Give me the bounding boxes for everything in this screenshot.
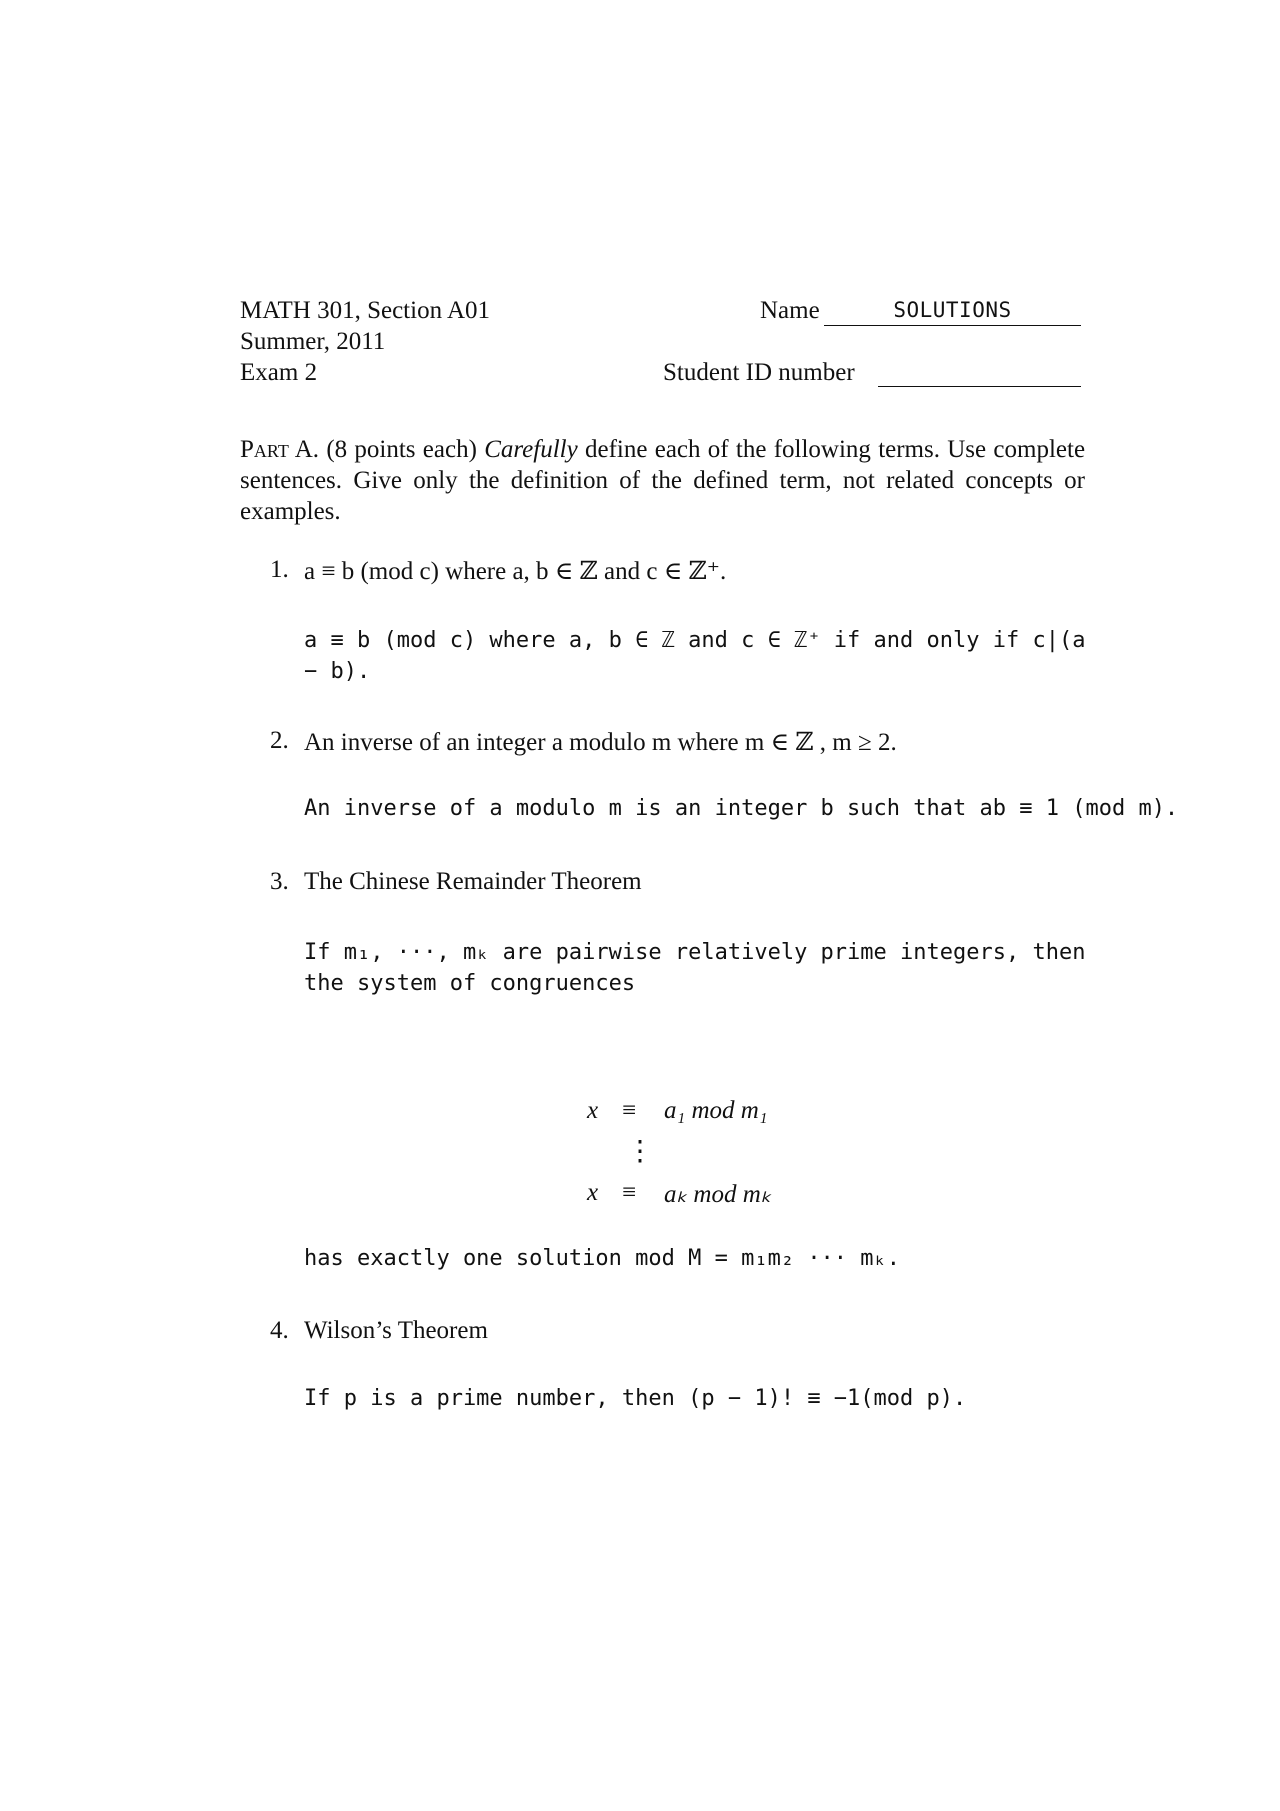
name-value: SOLUTIONS: [893, 298, 1012, 322]
course-title: MATH 301, Section A01: [240, 297, 490, 324]
question-1-number: 1.: [270, 556, 289, 583]
student-id-label: Student ID number: [663, 359, 855, 386]
system-row-1-rel: ≡: [622, 1097, 637, 1124]
system-vdots: ⋮: [626, 1136, 654, 1167]
question-3-answer-outro: has exactly one solution mod M = m₁m₂ ··· mₖ.: [304, 1246, 901, 1271]
system-row-1-rhs: a₁ mod m₁: [664, 1097, 768, 1124]
term-label: Summer, 2011: [240, 328, 386, 355]
system-row-k-rhs: aₖ mod mₖ: [664, 1181, 772, 1208]
part-a-instructions: [240, 434, 1085, 527]
part-a-emphasis: Carefully: [484, 436, 578, 463]
question-4-prompt: Wilson’s Theorem: [304, 1317, 488, 1344]
part-a-title: Part A.: [240, 436, 320, 463]
question-2-answer: An inverse of a modulo m is an integer b such that ab ≡ 1 (mod m).: [304, 796, 1179, 821]
part-a-text: define each of the following terms. Use complete sentences. Give only the definition of the defined term, not related concepts or examples.: [240, 436, 1086, 525]
question-3-number: 3.: [270, 868, 289, 895]
system-row-k-rel: ≡: [622, 1179, 637, 1206]
system-row-1-lhs: x: [587, 1097, 599, 1124]
question-1-prompt: a ≡ b (mod c) where a, b ∈ ℤ and c ∈ ℤ⁺.: [304, 558, 727, 585]
question-1-answer: a ≡ b (mod c) where a, b ∈ ℤ and c ∈ ℤ⁺ if and only if c|(a − b).: [304, 628, 1086, 684]
exam-label: Exam 2: [240, 359, 318, 386]
question-3-prompt: The Chinese Remainder Theorem: [304, 868, 642, 895]
name-label: Name: [760, 297, 820, 324]
question-4-number: 4.: [270, 1317, 289, 1344]
student-id-field[interactable]: [878, 360, 1081, 387]
part-a-points: (8 points each): [326, 436, 477, 463]
name-field[interactable]: [824, 298, 1081, 326]
question-2-prompt: An inverse of an integer a modulo m where m ∈ ℤ , m ≥ 2.: [304, 729, 897, 756]
question-3-answer-intro: If m₁, ···, mₖ are pairwise relatively prime integers, then the system of congruences: [304, 940, 1086, 996]
question-2-number: 2.: [270, 727, 289, 754]
system-row-k-lhs: x: [587, 1179, 599, 1206]
question-4-answer: If p is a prime number, then (p − 1)! ≡ −1(mod p).: [304, 1386, 967, 1411]
